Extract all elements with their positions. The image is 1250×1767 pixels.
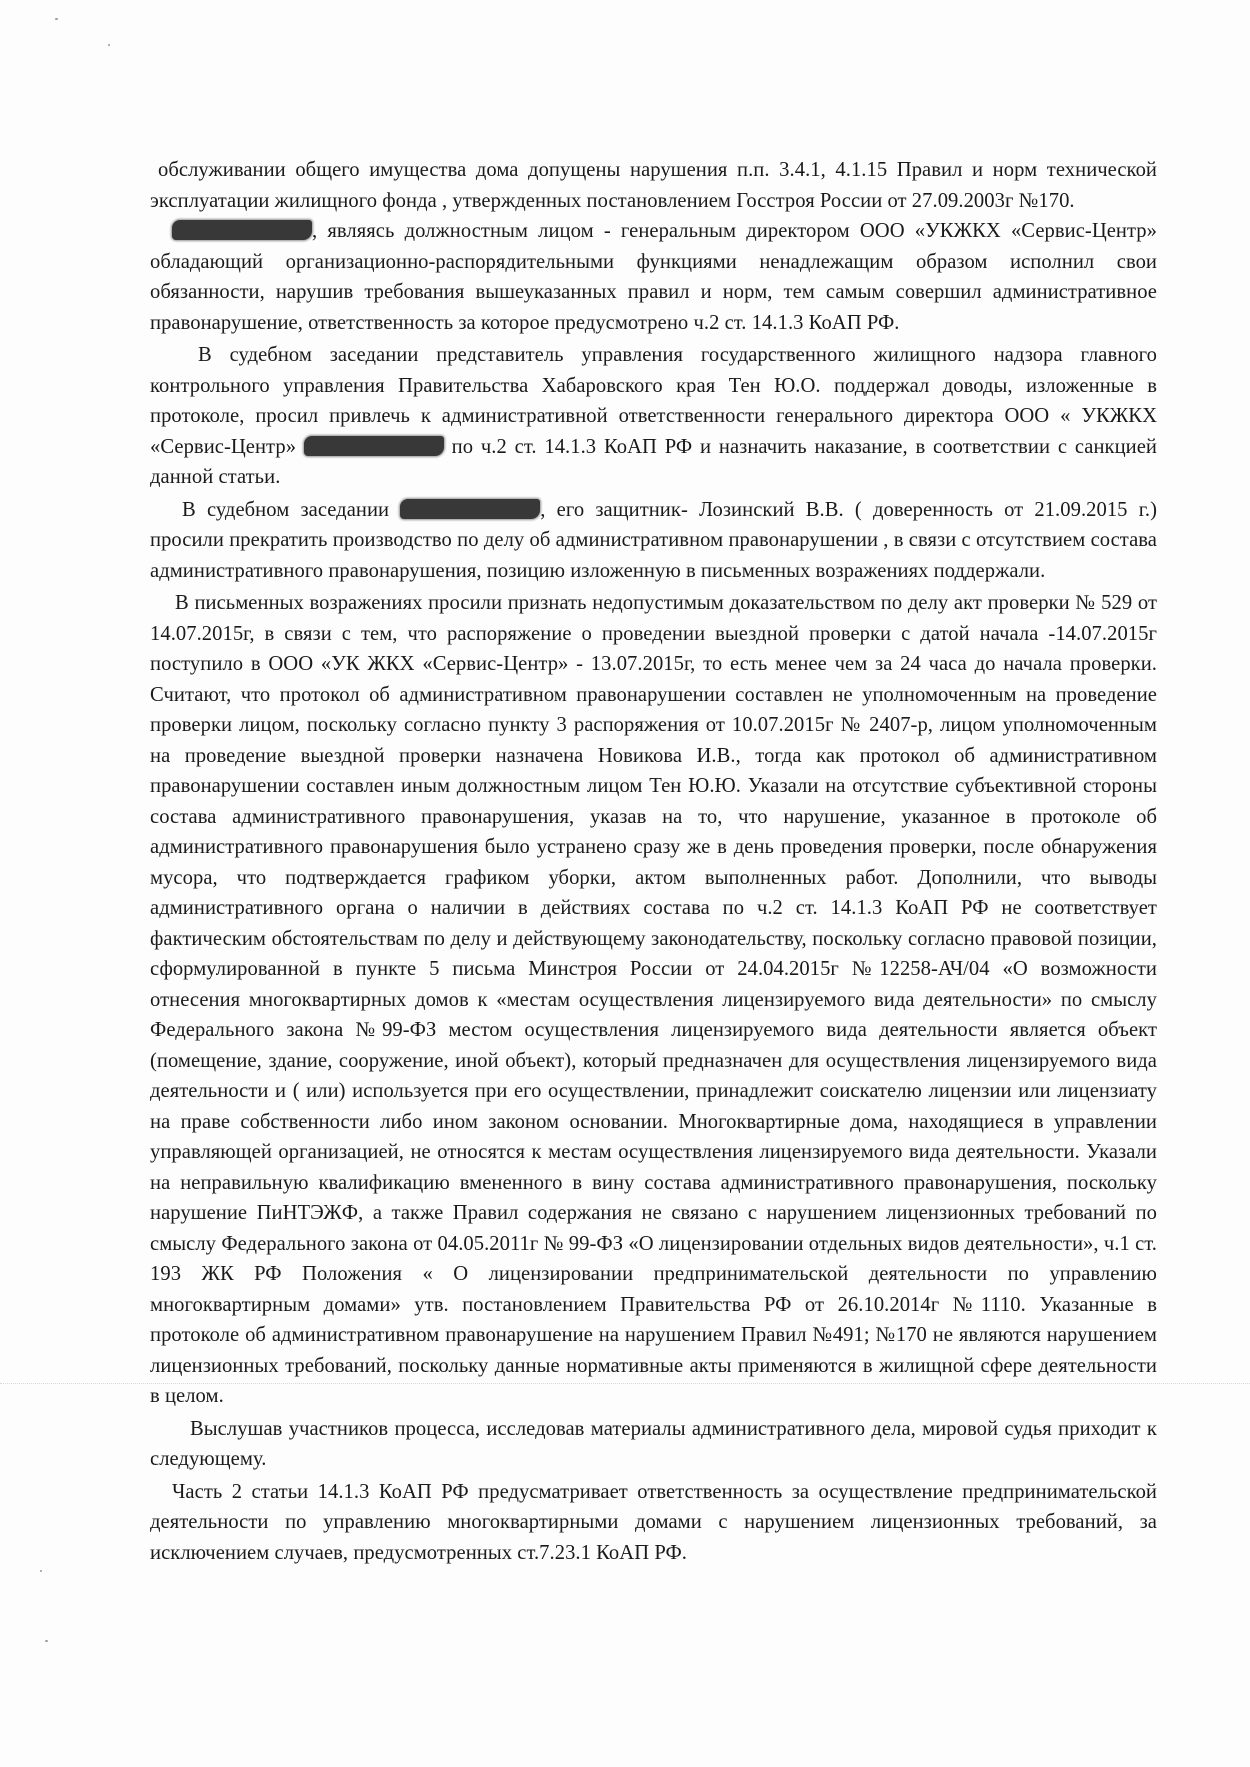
paragraph <box>150 1477 1157 1569</box>
paragraph-text: по ч.2 ст. 14.1.3 КоАП РФ и назначить наказание, в соответствии с санкцией данной статьи. <box>150 435 1157 488</box>
paragraph-text: Часть 2 статьи 14.1.3 КоАП РФ предусматривает ответственность за осуществление предпринимательской деятельности по управлению многоквартирными домами с нарушением лицензионных требований, за исключением случаев, предусмотренных ст.7.23.1 КоАП РФ. <box>150 1480 1157 1564</box>
paragraph-text: В судебном заседании <box>182 498 401 521</box>
scan-speck <box>108 44 110 46</box>
paragraph <box>150 588 1157 1412</box>
scan-speck <box>55 18 58 20</box>
paragraph-text: Выслушав участников процесса, исследовав материалы административного дела, мировой судья приходит к следующему. <box>150 1417 1157 1470</box>
scan-speck <box>45 1640 48 1642</box>
paragraph <box>150 216 1157 338</box>
paragraph <box>150 340 1157 493</box>
paragraph-text: обслуживании общего имущества дома допущены нарушения п.п. 3.4.1, 4.1.15 Правил и норм технической эксплуатации жилищного фонда , утвержденных постановлением Госстроя России от 27.09.2003г №170. <box>150 159 1157 212</box>
redacted-name <box>304 436 444 456</box>
paragraph-text: , являясь должностным лицом - генеральным директором ООО «УКЖКХ «Сервис-Центр» обладающий организационно-распорядительными функциями ненадлежащим образом исполнил свои обязанности, нарушив требования вышеуказанных правил и норм, тем самым совершил административное правонарушение, ответственность за которое предусмотрено ч.2 ст. 14.1.3 КоАП РФ. <box>150 220 1157 334</box>
redacted-name <box>172 220 312 240</box>
document-body <box>150 155 1157 1568</box>
scan-speck <box>40 1570 42 1572</box>
paragraph <box>150 495 1157 587</box>
paragraph-text: , его защитник- Лозинский В.В. ( доверенность от 21.09.2015 г.) просили прекратить производство по делу об административном правонарушении , в связи с отсутствием состава административного правонарушения, позицию изложенную в письменных возражениях поддержали. <box>150 498 1157 582</box>
paragraph <box>150 1414 1157 1475</box>
paragraph-text: В судебном заседании представитель управления государственного жилищного надзора главного контрольного управления Правительства Хабаровского края Тен Ю.О. поддержал доводы, изложенные в протоколе, просил привлечь к административной ответственности генерального директора ООО « УКЖКХ «Сервис-Центр» <box>150 344 1157 458</box>
paragraph <box>150 155 1157 216</box>
redacted-name <box>400 499 540 519</box>
paragraph-text: В письменных возражениях просили признать недопустимым доказательством по делу акт проверки № 529 от 14.07.2015г, в связи с тем, что распоряжение о проведении выездной проверки с датой начала -14.07.2015г поступило в ООО «УК ЖКХ «Сервис-Центр» - 13.07.2015г, то есть менее чем за 24 часа до начала проверки. Считают, что протокол об административном правонарушении составлен не уполномоченным на проведение проверки лицом, поскольку согласно пункту 3 распоряжения от 10.07.2015г № 2407-р, лицом уполномоченным на проведение выездной проверки назначена Новикова И.В., тогда как протокол об административном правонарушении составлен иным должностным лицом Тен Ю.Ю. Указали на отсутствие субъективной стороны состава административного правонарушения, указав на то, что нарушение, указанное в протоколе об административного правонарушения было устранено сразу же в день проведения проверки, после обнаружения мусора, что подтверждается графиком уборки, актом выполненных работ. Дополнили, что выводы административного органа о наличии в действиях состава по ч.2 ст. 14.1.3 КоАП РФ не соответствует фактическим обстоятельствам по делу и действующему законодательству, поскольку согласно правовой позиции, сформулированной в пункте 5 письма Минстроя России от 24.04.2015г №12258-АЧ/04 «О возможности отнесения многоквартирных домов к «местам осуществления лицензируемого вида деятельности» по смыслу Федерального закона №99-ФЗ местом осуществления лицензируемого вида деятельности является объект (помещение, здание, сооружение, иной объект), который предназначен для осуществления лицензируемого вида деятельности и ( или) используется при его осуществлении, принадлежит соискателю лицензии или лицензиату на праве собственности либо ином законом основании. Многоквартирные дома, находящиеся в управлении управляющей организацией, не относятся к местам осуществления лицензируемого вида деятельности. Указали на неправильную квалификацию вмененного в вину состава административного правонарушения, поскольку нарушение ПиНТЭЖФ, а также Правил содержания не связано с нарушением лицензионных требований по смыслу Федерального закона от 04.05.2011г № 99-ФЗ «О лицензировании отдельных видов деятельности», ч.1 ст. 193 ЖК РФ Положения « О лицензировании предпринимательской деятельности по управлению многоквартирным домами» утв. постановлением Правительства РФ от 26.10.2014г №1110. Указанные в протоколе об административном правонарушение на нарушением Правил №491; №170 не являются нарушением лицензионных требований, поскольку данные нормативные акты применяются в жилищной сфере деятельности в целом. <box>150 592 1157 1407</box>
